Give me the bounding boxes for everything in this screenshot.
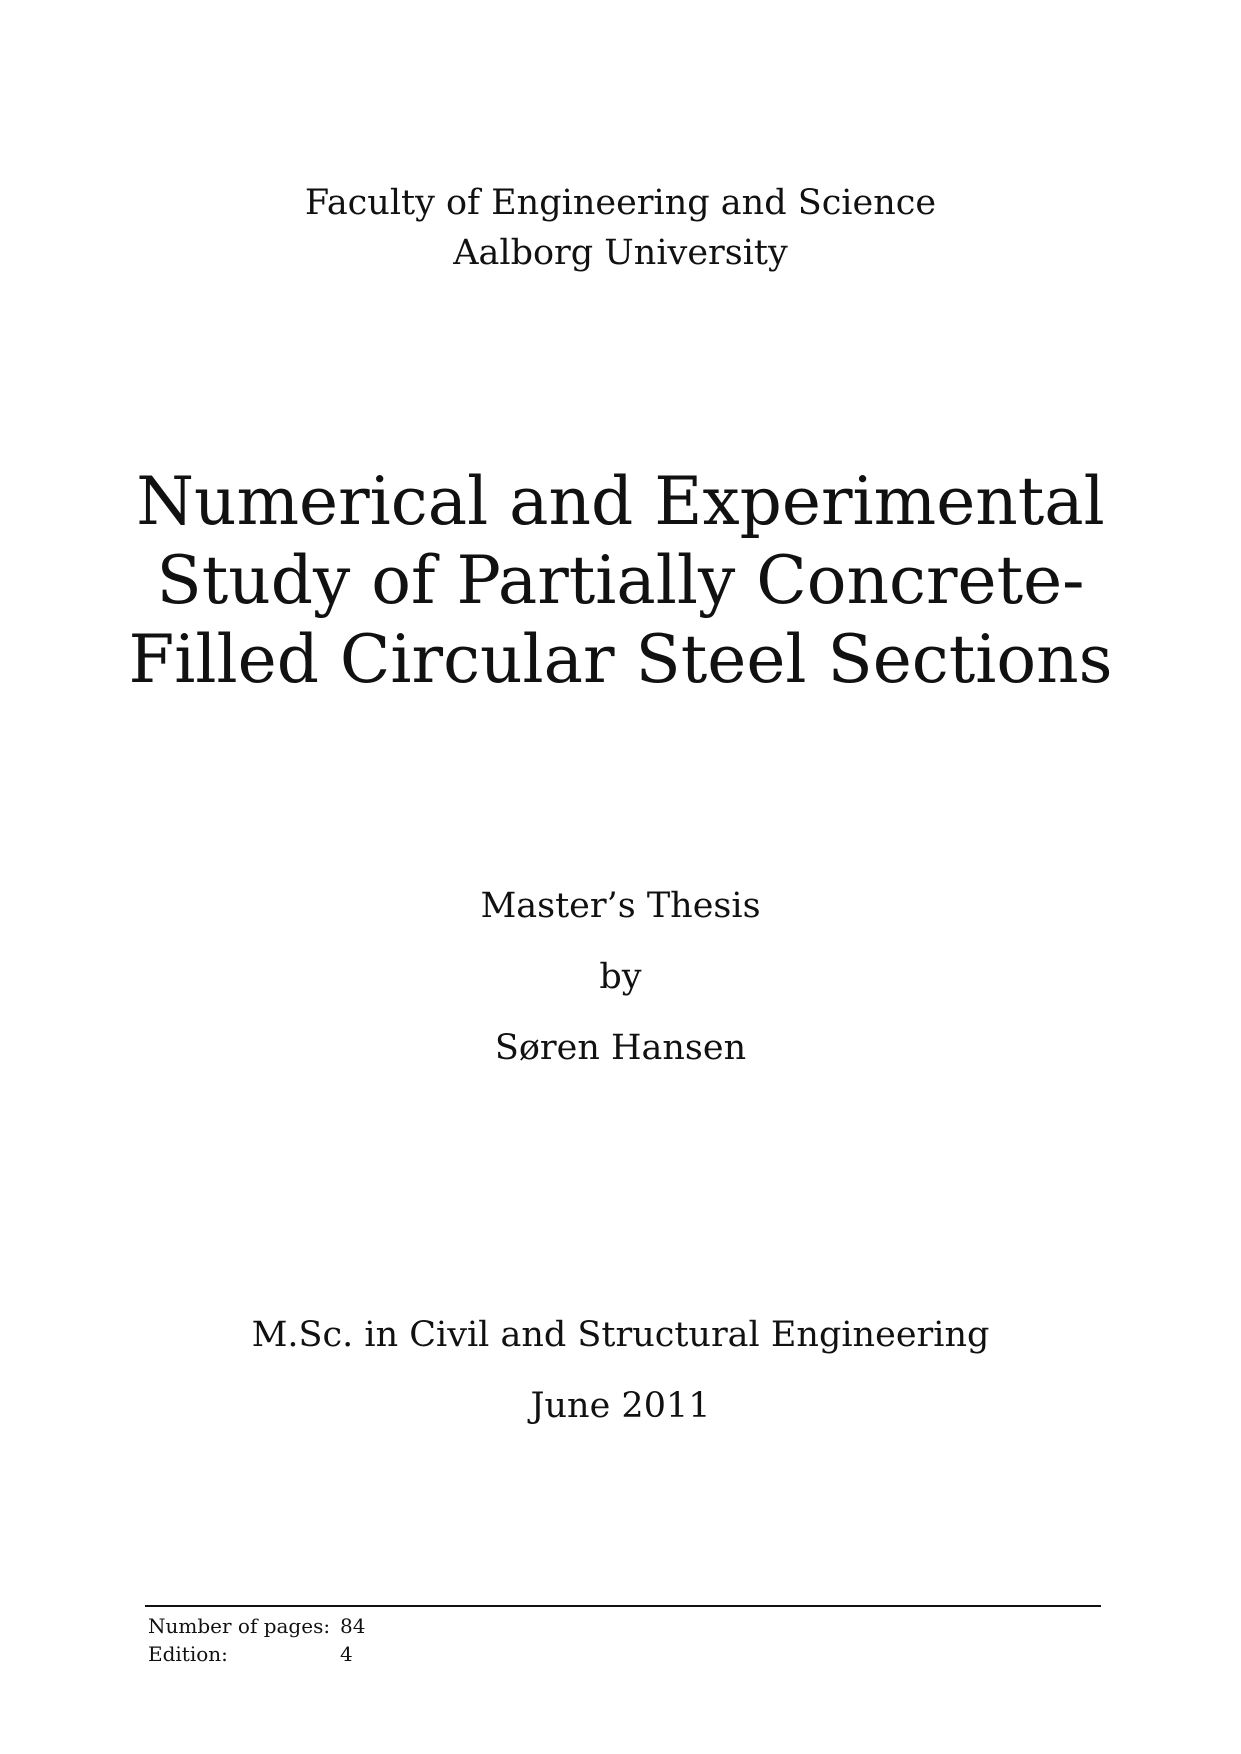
title-line-3: Filled Circular Steel Sections — [128, 621, 1113, 698]
degree-program: M.Sc. in Civil and Structural Engineering — [251, 1315, 990, 1355]
thesis-title — [0, 462, 1241, 699]
edition-value: 4 — [340, 1642, 353, 1666]
pages-row — [148, 1612, 365, 1640]
thesis-type: Master’s Thesis — [480, 886, 761, 926]
edition-row — [148, 1640, 365, 1668]
title-line-1: Numerical and Experimental — [136, 463, 1105, 540]
footer-divider — [145, 1605, 1101, 1607]
faculty-name: Faculty of Engineering and Science — [304, 183, 937, 223]
university-name: Aalborg University — [453, 233, 788, 273]
edition-label: Edition: — [148, 1642, 228, 1666]
pages-value: 84 — [340, 1614, 366, 1638]
author-name: Søren Hansen — [494, 1028, 747, 1068]
thesis-date: June 2011 — [530, 1386, 711, 1426]
by-text: by — [599, 957, 642, 997]
document-meta — [148, 1612, 365, 1668]
faculty-header — [0, 178, 1241, 278]
title-line-2: Study of Partially Concrete- — [156, 542, 1085, 619]
pages-label: Number of pages: — [148, 1614, 331, 1638]
